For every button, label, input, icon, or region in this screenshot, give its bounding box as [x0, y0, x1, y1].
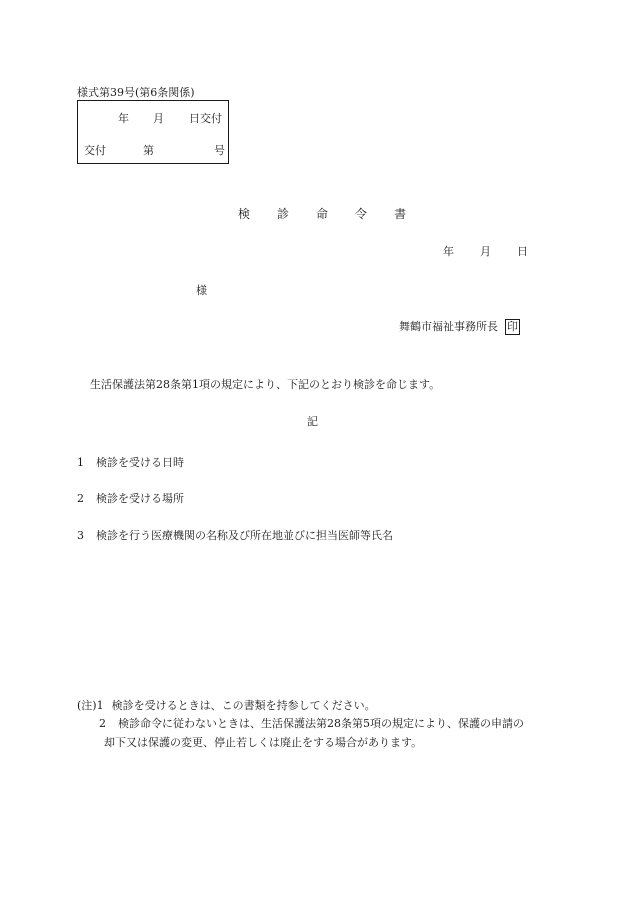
date-day-label: 日 — [517, 245, 528, 258]
title-char: 令 — [355, 207, 368, 221]
note-line-1 — [77, 697, 376, 713]
item-text: 検診を受ける場所 — [96, 492, 184, 505]
item-text: 検診を受ける日時 — [96, 456, 184, 469]
note-text-2: 検診命令に従わないときは、生活保護法第28条第5項の規定により、保護の申請の — [118, 717, 524, 730]
date-year-label: 年 — [443, 245, 454, 258]
item-number: 3 — [77, 529, 84, 542]
issue-number-box — [77, 100, 229, 164]
ki-heading: 記 — [307, 415, 318, 428]
title-char: 書 — [394, 207, 407, 221]
issue-month-label: 月 — [153, 112, 164, 125]
note-number-2: 2 — [99, 717, 106, 730]
note-line-3: 却下又は保護の変更、停止若しくは廃止をする場合があります。 — [104, 736, 423, 749]
document-title — [238, 205, 406, 222]
item-text: 検診を行う医療機関の名称及び所在地並びに担当医師等氏名 — [96, 529, 393, 542]
title-char: 診 — [277, 207, 290, 221]
date-line — [443, 243, 528, 259]
title-char: 検 — [238, 207, 251, 221]
form-number-label: 様式第39号(第6条関係) — [77, 86, 195, 99]
seal-mark: 印 — [507, 320, 518, 333]
date-month-label: 月 — [480, 245, 491, 258]
list-item — [77, 527, 393, 543]
list-item — [77, 490, 184, 506]
body-text: 生活保護法第28条第1項の規定により、下記のとおり検診を命じます。 — [90, 378, 441, 391]
note-line-2 — [99, 715, 524, 731]
item-number: 2 — [77, 492, 84, 505]
item-number: 1 — [77, 456, 84, 469]
title-char: 命 — [316, 207, 329, 221]
issue-label: 交付 — [84, 144, 106, 157]
issuer-line — [399, 318, 520, 335]
note-text-1: 検診を受けるときは、この書類を持参してください。 — [111, 699, 376, 712]
issue-dai-label: 第 — [143, 144, 154, 157]
note-prefix: (注)1 — [77, 699, 104, 712]
issue-year-label: 年 — [118, 112, 129, 125]
issue-go-label: 号 — [214, 144, 225, 157]
addressee-suffix: 様 — [196, 284, 207, 297]
issue-day-label: 日交付 — [189, 112, 222, 125]
issuer-name: 舞鶴市福祉事務所長 — [399, 320, 498, 333]
list-item — [77, 454, 184, 470]
